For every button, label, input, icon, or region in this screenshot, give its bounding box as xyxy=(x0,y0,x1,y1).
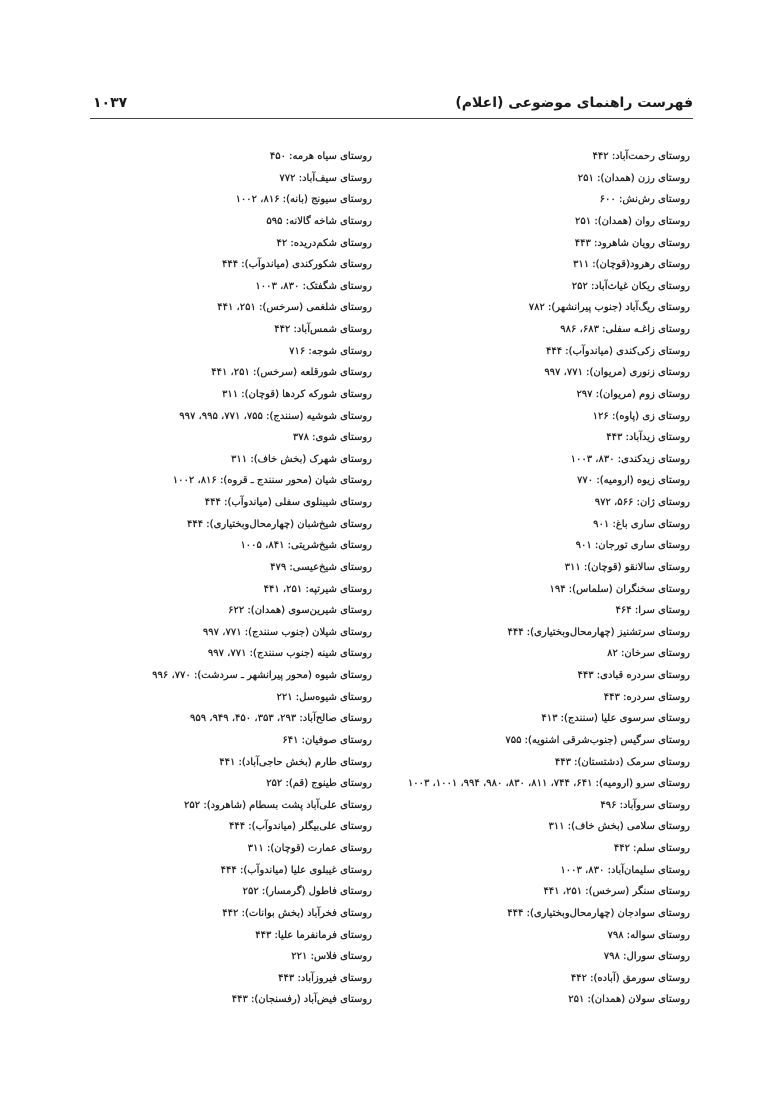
index-entry: روستای رش‌نش: ۶۰۰ xyxy=(599,194,690,206)
index-entry: روستای سرمک (دشتستان): ۴۴۳ xyxy=(554,756,690,768)
index-entry: روستای سواله: ۷۹۸ xyxy=(607,929,690,941)
index-entry: روستای طینوج (قم): ۲۵۲ xyxy=(266,778,372,790)
index-entry: روستای شکورکندی (میاندوآب): ۴۴۴ xyxy=(222,259,372,271)
index-entry: روستای سردره: ۴۴۳ xyxy=(603,691,690,703)
index-entry: روستای شیلان (جنوب سنندج): ۷۷۱، ۹۹۷ xyxy=(202,626,372,638)
index-entry: روستای شگفتک: ۸۳۰، ۱۰۰۳ xyxy=(255,280,372,292)
index-entry: روستای شیخ‌شبان (چهارمحال‌وبختیاری): ۴۴۴ xyxy=(187,518,372,530)
header-divider xyxy=(90,118,693,119)
index-entry: روستای فرمانفرما علیا: ۴۴۳ xyxy=(255,929,372,941)
index-entry: روستای رهرود(قوچان): ۳۱۱ xyxy=(572,259,690,271)
index-entry: روستای سروآباد: ۴۹۶ xyxy=(600,799,690,811)
index-entry: روستای شکم‌دریده: ۴۲ xyxy=(276,237,372,249)
index-entry: روستای غیبلوی علیا (میاندوآب): ۴۴۴ xyxy=(220,864,372,876)
index-entry: روستای سلامی (بخش خاف): ۳۱۱ xyxy=(548,821,690,833)
index-entry: روستای شیان (محور سنندج ـ قروه): ۸۱۶، ۱۰۰۲ xyxy=(172,475,372,487)
index-entry: روستای سخنگران (سلماس): ۱۹۴ xyxy=(549,583,690,595)
index-entry: روستای صالح‌آباد: ۲۹۳، ۳۵۳، ۴۵۰، ۹۴۹، ۹۵۹ xyxy=(189,713,372,725)
index-entry: روستای شوشیه (سنندج): ۷۵۵، ۷۷۱، ۹۹۵، ۹۹۷ xyxy=(179,410,372,422)
index-entry: روستای فاطول (گرمسار): ۲۵۲ xyxy=(242,886,372,898)
index-entry: روستای صوفیان: ۶۴۱ xyxy=(282,734,372,746)
index-entry: روستای علی‌آباد پشت بسطام (شاهرود): ۲۵۲ xyxy=(184,799,372,811)
index-entry: روستای شیوه (محور پیرانشهر ـ سردشت): ۷۷۰، ۹۹۶ xyxy=(152,670,372,681)
index-entry: روستای رحمت‌آباد: ۴۴۲ xyxy=(592,151,690,162)
index-entry: روستای شیخ‌عیسی: ۴۷۹ xyxy=(270,561,372,573)
index-entry: روستای سوادجان (چهارمحال‌وبختیاری): ۴۴۴ xyxy=(507,907,690,919)
index-entry: روستای شهرک (بخش خاف): ۳۱۱ xyxy=(231,453,372,465)
index-entry: روستای فلاس: ۲۲۱ xyxy=(291,951,372,963)
index-entry: روستای ساری تورجان: ۹۰۱ xyxy=(575,540,690,552)
index-entry: روستای شورکه کردها (قوچان): ۳۱۱ xyxy=(221,388,372,400)
index-column-left xyxy=(42,146,372,1011)
index-entry: روستای شاخه گالانه: ۵۹۵ xyxy=(266,215,372,227)
index-entry: روستای سردره قبادی: ۴۴۳ xyxy=(577,670,690,681)
index-entry: روستای شوجه: ۷۱۶ xyxy=(289,345,372,357)
index-entry: روستای فخرآباد (بخش بوانات): ۴۴۲ xyxy=(222,907,372,919)
index-entry: روستای سیونج (بانه): ۸۱۶، ۱۰۰۲ xyxy=(235,194,372,206)
index-entry: روستای سیف‌آباد: ۷۷۲ xyxy=(279,172,372,184)
index-entry: روستای زیدآباد: ۴۴۳ xyxy=(606,432,690,444)
index-entry: روستای زیوه (ارومیه): ۷۷۰ xyxy=(577,475,690,487)
index-entry: روستای ژان: ۵۶۶، ۹۷۲ xyxy=(594,497,690,508)
index-entry: روستای سرخان: ۸۲ xyxy=(607,648,690,660)
index-entry: روستای شمس‌آباد: ۴۴۲ xyxy=(274,324,372,335)
index-column-right xyxy=(390,146,690,1011)
index-entry: روستای شیرین‌سوی (همدان): ۶۲۲ xyxy=(228,605,372,617)
index-entry: روستای سرا: ۴۶۴ xyxy=(615,605,690,617)
index-entry: روستای شلغمی (سرخس): ۲۵۱، ۴۴۱ xyxy=(217,302,372,314)
index-entry: روستای سورمق (آباده): ۴۴۲ xyxy=(570,972,690,984)
index-entry: روستای سیاه هرمه: ۴۵۰ xyxy=(269,151,372,162)
index-entry: روستای شینه (جنوب سنندج): ۷۷۱، ۹۹۷ xyxy=(207,648,372,660)
index-entry: روستای فیض‌آباد (رفسنجان): ۴۴۳ xyxy=(231,994,372,1006)
index-entry: روستای زاغـه سفلی: ۶۸۳، ۹۸۶ xyxy=(560,324,690,335)
index-entry: روستای عمارت (قوچان): ۳۱۱ xyxy=(247,843,372,854)
index-entry: روستای شیبنلوی سفلی (میاندوآب): ۴۴۴ xyxy=(204,497,372,508)
index-entry: روستای ساری باغ: ۹۰۱ xyxy=(593,518,690,530)
index-entry: روستای سلم: ۴۴۲ xyxy=(613,843,690,854)
page-title: فهرست راهنمای موضوعی (اعلام) xyxy=(455,95,693,111)
index-entry: روستای سولان (همدان): ۲۵۱ xyxy=(568,994,690,1006)
index-entry: روستای سنگر (سرخس): ۲۵۱، ۴۴۱ xyxy=(543,886,690,898)
index-entry: روستای سرو (ارومیه): ۶۴۱، ۷۴۴، ۸۱۱، ۸۳۰، ۹۸۰، ۹۹۴، ۱۰۰۱، ۱۰۰۳ xyxy=(407,778,690,790)
index-entry: روستای سرگیس (جنوب‌شرقی اشنویه): ۷۵۵ xyxy=(505,734,690,746)
index-entry: روستای زنوری (مریوان): ۷۷۱، ۹۹۷ xyxy=(544,367,690,379)
index-entry: روستای سورال: ۷۹۸ xyxy=(603,951,690,963)
index-entry: روستای روان (همدان): ۲۵۱ xyxy=(575,215,690,227)
index-entry: روستای ریکان غیاث‌آباد: ۲۵۲ xyxy=(571,280,690,292)
index-entry: روستای زی (پاوه): ۱۲۶ xyxy=(592,410,690,422)
index-entry: روستای ریگ‌آباد (جنوب پیرانشهر): ۷۸۲ xyxy=(528,302,690,314)
index-entry: روستای سالانقو (قوچان): ۳۱۱ xyxy=(564,561,690,573)
index-entry: روستای سرتشنیز (چهارمحال‌وبختیاری): ۴۴۴ xyxy=(507,626,690,638)
index-entry: روستای شیوه‌سل: ۲۲۱ xyxy=(276,691,372,703)
index-entry: روستای شیخ‌شریتی: ۸۴۱، ۱۰۰۵ xyxy=(240,540,372,552)
index-entry: روستای رزن (همدان): ۲۵۱ xyxy=(577,172,690,184)
index-entry: روستای علی‌بیگلر (میاندوآب): ۴۴۴ xyxy=(229,821,372,833)
index-entry: روستای شورقلعه (سرخس): ۲۵۱، ۴۴۱ xyxy=(211,367,372,379)
page-number: ۱۰۳۷ xyxy=(93,95,128,111)
index-entry: روستای زیدکندی: ۸۳۰، ۱۰۰۳ xyxy=(570,453,690,465)
index-entry: روستای زکی‌کندی (میاندوآب): ۴۴۴ xyxy=(545,345,690,357)
index-entry: روستای سرسوی علیا (سنندج): ۴۱۳ xyxy=(541,713,690,725)
index-entry: روستای طارم (بخش حاجی‌آباد): ۴۴۱ xyxy=(219,756,372,768)
index-entry: روستای سلیمان‌آباد: ۸۳۰، ۱۰۰۳ xyxy=(560,864,690,876)
index-entry: روستای زوم (مریوان): ۲۹۷ xyxy=(576,388,690,400)
index-entry: روستای شیرتپه: ۲۵۱، ۴۴۱ xyxy=(263,583,372,595)
index-entry: روستای شوی: ۳۷۸ xyxy=(292,432,372,444)
index-entry: روستای فیروزآباد: ۴۴۳ xyxy=(278,972,372,984)
index-entry: روستای رویان شاهرود: ۴۴۳ xyxy=(574,237,690,249)
